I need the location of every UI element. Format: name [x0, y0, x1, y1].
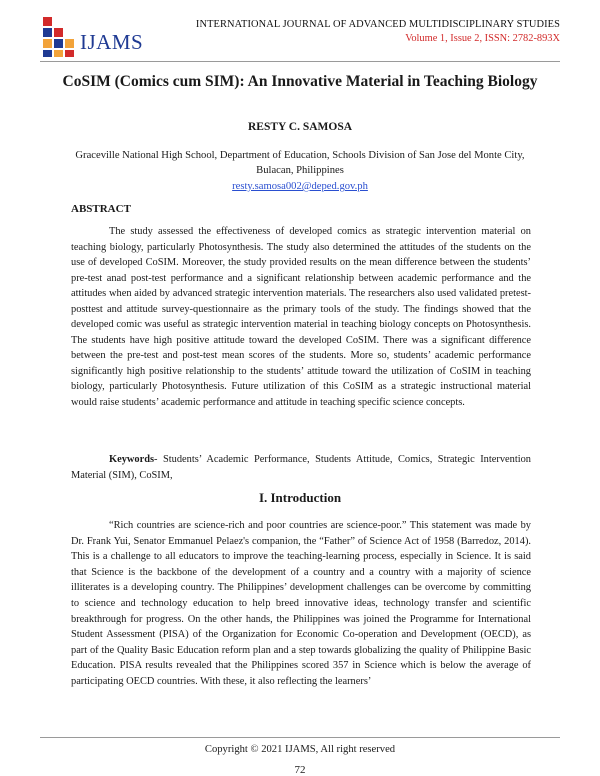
journal-name: INTERNATIONAL JOURNAL OF ADVANCED MULTIDISCIPLINARY STUDIES [195, 19, 560, 30]
copyright-notice: Copyright © 2021 IJAMS, All right reserved [204, 744, 396, 755]
logo-text: IJAMS [80, 30, 144, 54]
header-divider [40, 61, 560, 62]
author-affiliation: Graceville National High School, Department of Education, Schools Division of San Jose del Monte City, Bulacan, Philippines [75, 150, 525, 176]
ijams-logo-icon [43, 17, 77, 57]
introduction-text: “Rich countries are science-rich and poor countries are science-poor.” This statement was made by Dr. Frank Yui, Senator Emmanuel Pelaez's companion, the “Father” of Science Act of 1958 (Barredoz, 2014). This is a challenge to all educators to improve the teaching-learning process, especially in Science. It is said that Science is the backbone of the development of a country and a country with a majority of science illiterates is a developing country. The Philippines’ development challenges can be overcome by committing to science and technology education to help breed innovative ideas, technology transfer and scientific breakthrough for progress. On the other hands, the Philippines was joined the Programme for International Student Assessment (PISA) of the Organization for Economic Co-operation and Development (OECD), as part of the Quality Basic Education reform plan and a step towards globalizing the quality of Philippine Basic Education. PISA results revealed that the Philippines scored 357 in Science which is below the average of participating OECD countries. With these, it also reflecting the learners’ [71, 520, 531, 687]
keywords-paragraph [71, 452, 531, 483]
abstract-heading: ABSTRACT [71, 203, 131, 215]
page-number: 72 [294, 764, 306, 776]
footer-divider [40, 737, 560, 738]
abstract-text: The study assessed the effectiveness of developed comics as strategic intervention material on teaching biology, particularly Photosynthesis. The study also determined the attitudes of the students on the use of developed CoSIM. Moreover, the study provided results on the mean difference between the students’ pre-test anad post-test performance and a significant relationship between academic performance and the attitudes when aided by advanced strategic intervention materials. The researchers also used validated pretest-posttest and attitude survey-questionnaire as the primary tools of the study. The findings showed that the developed comic was useful as strategic intervention material in teaching biology concepts on Photosynthesis. The students have high positive attitude toward the developed CoSIM. There was a significant difference between the pre-test and post-test mean scores of the students. More so, students’ academic performance significantly high positive relationship to the students’ attitude toward the utilization of CoSIM in teaching biology, particularly Photosynthesis. Future utilization of this CoSIM as a strategic instructional material would raise students’ academic performance and attitude in teaching specific science concepts. [71, 226, 531, 409]
journal-volume: Volume 1, Issue 2, ISSN: 2782-893X [405, 33, 560, 44]
page-header [0, 0, 600, 62]
keywords-label: Keywords [109, 454, 155, 465]
keywords-text: - Students’ Academic Performance, Students Attitude, Comics, Strategic Intervention Material (SIM), CoSIM, [71, 454, 531, 481]
introduction-heading: I. Introduction [258, 490, 342, 505]
author-email-link[interactable]: resty.samosa002@deped.gov.ph [232, 181, 368, 192]
paper-author: RESTY C. SAMOSA [247, 121, 353, 133]
paper-title: CoSIM (Comics cum SIM): An Innovative Material in Teaching Biology [62, 73, 538, 90]
